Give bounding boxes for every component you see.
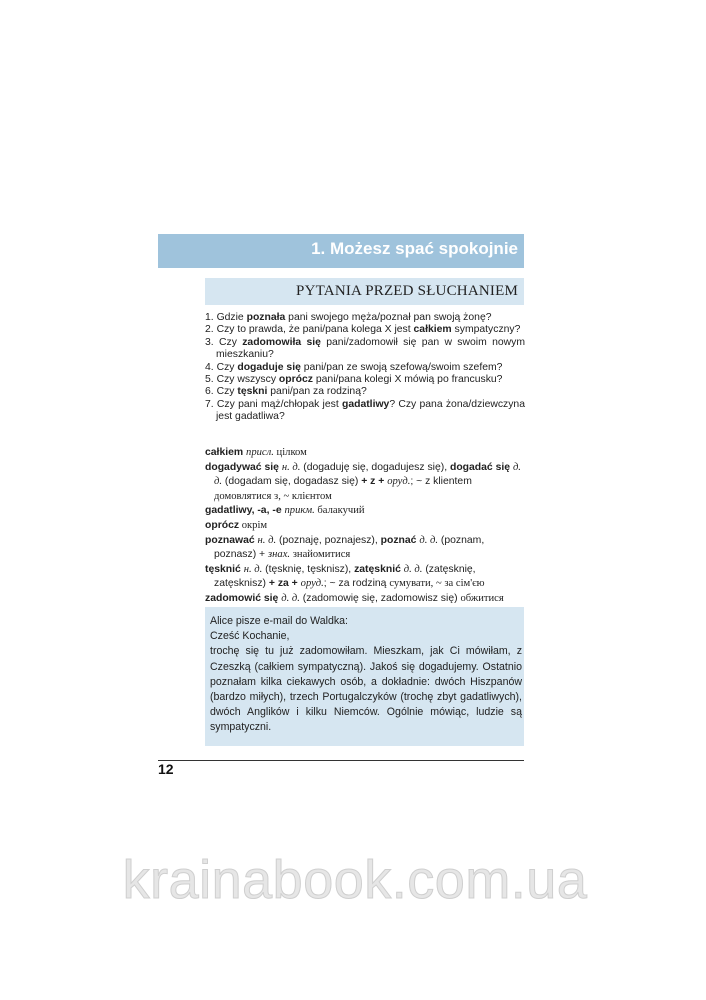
vocab-grammar-note: присл. — [246, 447, 274, 458]
page-number: 12 — [158, 761, 174, 777]
vocab-translation: сумувати, ~ за сім'єю — [389, 578, 485, 590]
vocab-grammar-note: н. д. — [257, 534, 277, 546]
question-text: Czy — [216, 361, 238, 373]
vocab-text: (poznaję, poznajesz), — [276, 534, 381, 546]
question-text: Czy to prawda, że pani/pana kolega X jest — [216, 324, 414, 336]
vocab-grammar-note: д. д. — [281, 592, 300, 604]
vocab-entry — [205, 563, 527, 592]
question-text: pani/pan ze swoją szefową/swoim szefem? — [300, 361, 503, 373]
email-greeting: Cześć Kochanie, — [210, 630, 290, 643]
vocab-grammar-note: оруд. — [300, 578, 324, 590]
vocab-headword: tęsknić — [205, 563, 241, 575]
vocab-headword: oprócz — [205, 519, 240, 531]
question-text: pani swojego męża/poznał pan swoją żonę? — [285, 312, 492, 323]
vocab-entry — [205, 446, 527, 461]
question-number: 7. — [205, 398, 217, 410]
vocab-text: (zadomowię się, zadomowisz się) — [299, 592, 461, 604]
vocab-text: (zatęsknię, zatęsknisz) — [214, 563, 476, 590]
vocab-grammar-note: д. д. — [419, 534, 439, 546]
vocab-headword: + za + — [268, 578, 298, 590]
question-text: Czy — [216, 386, 238, 398]
vocab-text: (tęsknię, tęsknisz), — [262, 563, 355, 575]
question-number: 6. — [205, 386, 217, 398]
question-keyword: całkiem — [413, 324, 452, 336]
vocab-text: ; ~ za rodziną — [323, 578, 390, 590]
watermark: krainabook.com.ua — [122, 850, 588, 910]
question-text: ? Czy pana żona/dziewczyna jest gadatliwa? — [216, 398, 525, 423]
question-item — [205, 312, 525, 324]
question-number: 5. — [205, 374, 217, 386]
vocab-entry — [205, 592, 527, 607]
email-text — [210, 614, 522, 736]
question-keyword: oprócz — [278, 374, 313, 386]
question-text: Czy wszyscy — [216, 374, 279, 386]
question-text: Czy — [219, 336, 243, 348]
email-body: trochę się tu już zadomowiłam. Mieszkam, jak Ci mówiłam, z Czeszką (całkiem sympatyczną). Jakoś się dogadujemy. Ostatnio poznałam kilka ciekawych osób, a dokładnie: dwóch Hiszpanów (bardzo miłych), trzech Portugalczyków (trochę zbyt gadatliwych), dwóch Anglików i kilku Niemców. Ogólnie mówiąc, ludzie są sympatyczni. — [210, 645, 522, 734]
vocab-text: (dogaduję się, dogadujesz się), — [300, 461, 450, 473]
question-text: pani/zadomowił się pan w swoim nowym mieszkaniu? — [216, 336, 525, 361]
question-keyword: dogaduje się — [237, 361, 301, 373]
vocab-grammar-note: знах. — [268, 549, 291, 561]
vocab-headword: dogadywać się — [205, 461, 279, 473]
question-number: 4. — [205, 361, 217, 373]
email-intro: Alice pisze e-mail do Waldka: — [210, 615, 348, 627]
question-item — [205, 399, 525, 424]
vocab-headword: dogadać się — [449, 461, 511, 473]
vocab-translation: окрім — [239, 519, 268, 531]
question-text: Gdzie — [216, 312, 247, 323]
vocab-grammar-note: прикм. — [284, 505, 315, 517]
section-title: PYTANIA PRZED SŁUCHANIEM — [296, 283, 518, 299]
question-keyword: zadomowiła się — [242, 336, 321, 348]
vocab-entry — [205, 461, 527, 505]
question-list — [205, 312, 525, 424]
question-item — [205, 374, 525, 386]
vocab-entry — [205, 519, 527, 534]
question-text: pani/pana kolegi X mówią po francusku? — [312, 374, 503, 386]
question-text: pani/pan za rodziną? — [267, 386, 367, 398]
question-item — [205, 337, 525, 362]
vocab-grammar-note: д. д. — [214, 461, 521, 488]
vocab-headword: poznać — [380, 534, 417, 546]
question-item — [205, 386, 525, 398]
vocab-text: (dogadam się, dogadasz się) — [222, 476, 362, 488]
section-title-bar — [205, 278, 524, 305]
question-item — [205, 362, 525, 374]
question-number: 1. — [205, 312, 217, 323]
vocab-grammar-note: н. д. — [243, 563, 263, 575]
vocab-text: ; ~ z klientem — [410, 476, 472, 488]
vocab-translation: знайомитися — [290, 549, 351, 561]
vocab-headword: zadomowić się — [205, 592, 279, 604]
email-box — [205, 607, 524, 746]
question-text: Czy pani mąż/chłopak jest — [216, 398, 342, 410]
vocab-text: (poznam, poznasz) + — [214, 534, 485, 561]
question-keyword: tęskni — [237, 386, 268, 398]
question-keyword: gadatliwy — [341, 398, 390, 410]
question-keyword: poznała — [246, 312, 286, 323]
chapter-title-bar — [158, 234, 524, 268]
question-number: 3. — [205, 336, 219, 348]
vocab-headword: poznawać — [205, 534, 255, 546]
vocab-grammar-note: д. д. — [403, 563, 423, 575]
vocab-entry — [205, 534, 527, 563]
vocabulary-list — [205, 446, 527, 607]
vocab-entry — [205, 504, 527, 519]
vocab-translation: цілком — [273, 447, 307, 458]
vocab-translation: обжитися — [460, 592, 504, 604]
question-number: 2. — [205, 324, 217, 336]
chapter-title: 1. Możesz spać spokojnie — [311, 239, 518, 258]
vocab-translation: домовлятися з, ~ клієнтом — [214, 490, 332, 502]
vocab-grammar-note: н. д. — [281, 461, 301, 473]
vocab-headword: + z + — [361, 476, 385, 488]
vocab-grammar-note: оруд. — [387, 476, 411, 488]
vocab-headword: gadatliwy, -a, -e — [205, 505, 282, 517]
question-item — [205, 324, 525, 336]
footer-divider — [158, 760, 524, 761]
question-text: sympatyczny? — [451, 324, 521, 336]
vocab-headword: zatęsknić — [354, 563, 401, 575]
vocab-headword: całkiem — [205, 447, 244, 458]
vocab-translation: балакучий — [314, 505, 365, 517]
